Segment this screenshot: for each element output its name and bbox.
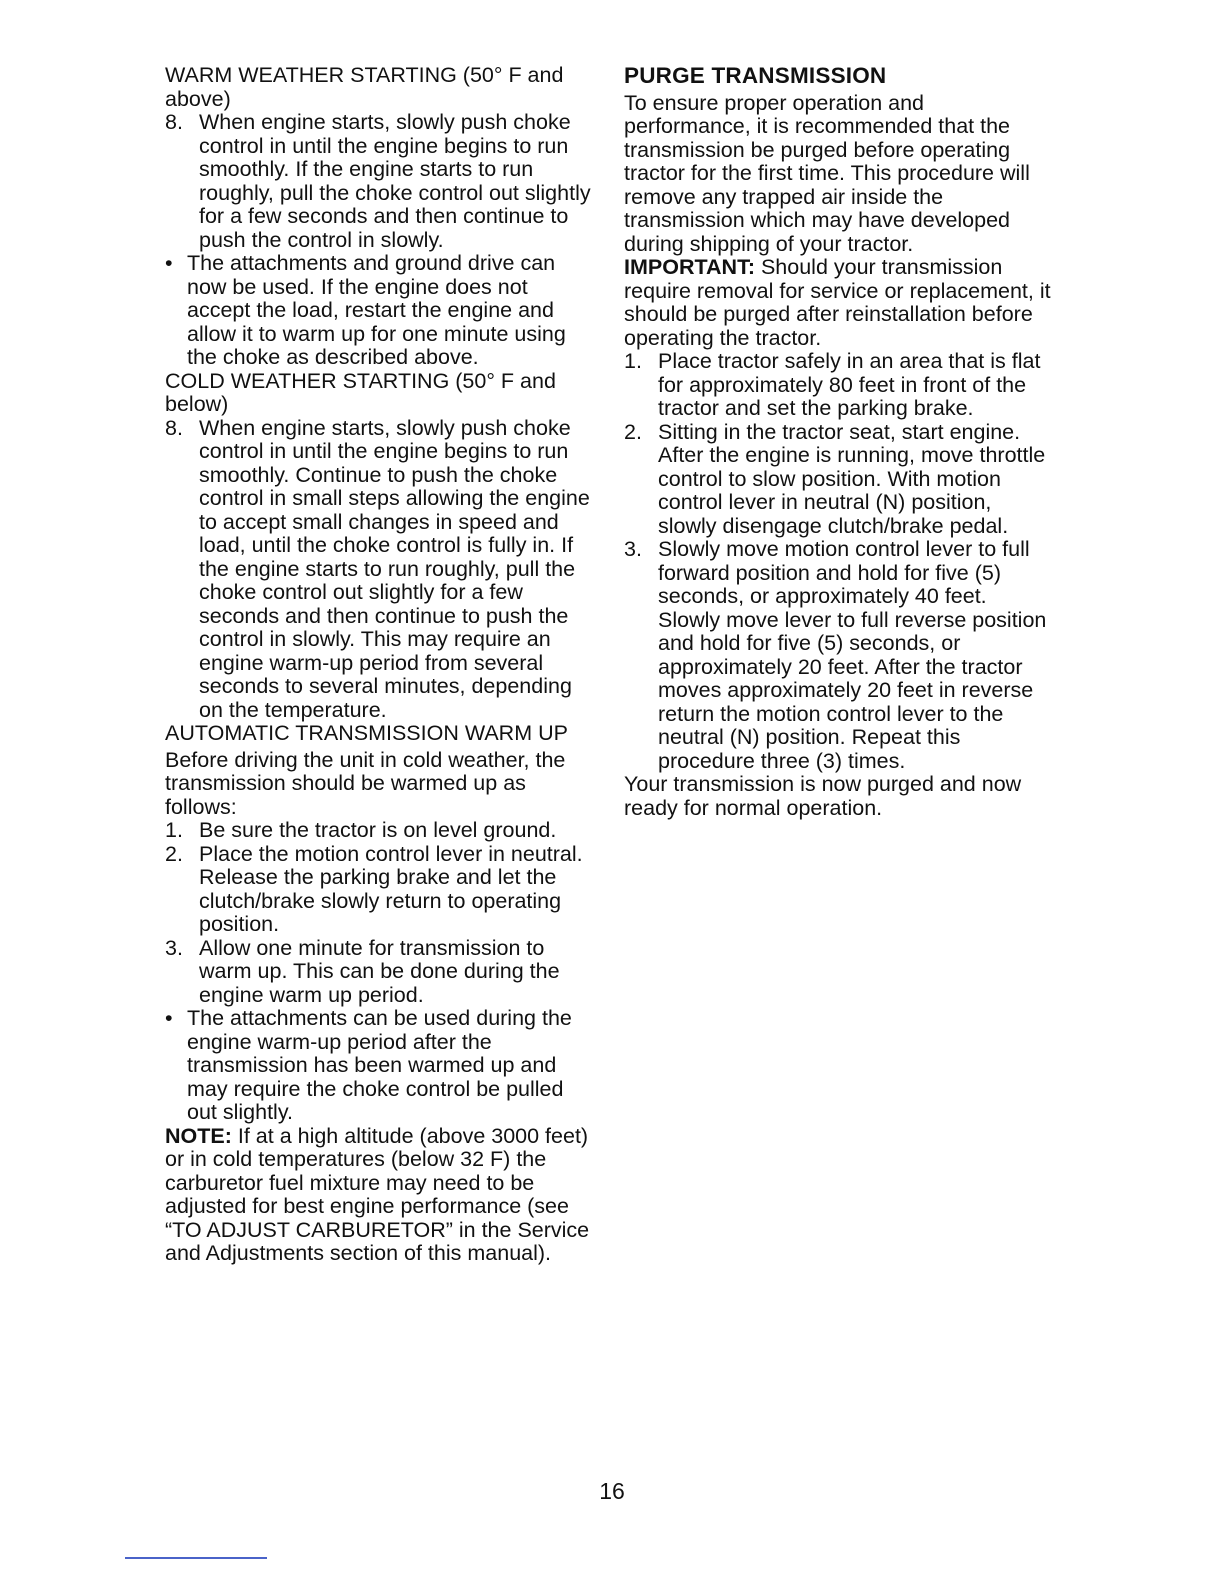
- purge-transmission-heading: PURGE TRANSMISSION: [624, 63, 887, 88]
- warm-weather-heading: WARM WEATHER STARTING (50° F and above): [165, 63, 564, 111]
- bullet-glyph: •: [165, 251, 173, 275]
- auto-step-3: [165, 937, 595, 1008]
- bullet-glyph: •: [165, 1006, 173, 1030]
- purge-intro: To ensure proper operation and performance, it is recommended that the transmission be purged before operating tractor for the first time. This procedure will remove any trapped air inside the transmission which may have developed during shipping of your tractor.: [624, 90, 1030, 256]
- note-label: NOTE:: [165, 1123, 232, 1148]
- left-column: [165, 64, 595, 1266]
- important-label: IMPORTANT:: [624, 255, 755, 279]
- cold-step-8: [165, 417, 595, 723]
- auto-bullet: [165, 1007, 595, 1125]
- purge-closing: Your transmission is now purged and now ready for normal operation.: [624, 772, 1022, 820]
- purge-step-2: [624, 421, 1054, 539]
- step-text: When engine starts, slowly push choke control in until the engine begins to run smoothly. Continue to push the choke control in small steps allowing the engine to accept small changes in speed and load, until the choke control is fully in. If the engine starts to run roughly, pull the choke control out slightly for a few seconds and then continue to push the control in slowly. This may require an engine warm-up period from several seconds to several minutes, depending on the temperature.: [199, 415, 590, 722]
- bullet-text: The attachments can be used during the engine warm-up period after the transmission has been warmed up and may require the choke control be pulled out slightly.: [187, 1006, 572, 1124]
- step-number: 3.: [165, 935, 183, 960]
- page-number: 16: [599, 1478, 625, 1504]
- auto-step-1: [165, 819, 595, 843]
- step-number: 8.: [165, 110, 183, 134]
- step-text: When engine starts, slowly push choke control in until the engine begins to run smoothly. If the engine starts to run roughly, pull the choke control out slightly for a few seconds and then continue to push the control in slowly.: [199, 110, 591, 252]
- step-text: Place tractor safely in an area that is flat for approximately 80 feet in front of the tractor and set the parking brake.: [658, 349, 1041, 420]
- step-number: 3.: [624, 537, 642, 561]
- right-column: [624, 64, 1054, 820]
- step-number: 1.: [624, 349, 642, 373]
- step-text: Allow one minute for transmission to warm up. This can be done during the engine warm up period.: [199, 935, 560, 1007]
- purge-step-1: [624, 350, 1054, 421]
- auto-step-2: [165, 843, 595, 937]
- purge-step-3: [624, 538, 1054, 773]
- auto-transmission-intro: Before driving the unit in cold weather, the transmission should be warmed up as follows:: [165, 747, 566, 819]
- cold-weather-heading: COLD WEATHER STARTING (50° F and below): [165, 368, 556, 416]
- step-number: 8.: [165, 415, 183, 440]
- step-text: Place the motion control lever in neutral. Release the parking brake and let the clutch/brake slowly return to operating position.: [199, 841, 583, 936]
- step-text: Be sure the tractor is on level ground.: [199, 818, 557, 842]
- auto-transmission-heading: AUTOMATIC TRANSMISSION WARM UP: [165, 721, 568, 745]
- warm-step-8: [165, 111, 595, 252]
- step-number: 2.: [165, 841, 183, 866]
- step-text: Sitting in the tractor seat, start engine. After the engine is running, move throttle control to slow position. With motion control lever in neutral (N) position, slowly disengage clutch/brake pedal.: [658, 419, 1046, 538]
- bottom-divider: [125, 1557, 267, 1559]
- bullet-text: The attachments and ground drive can now be used. If the engine does not accept the load, restart the engine and allow it to warm up for one minute using the choke as described above.: [187, 251, 566, 369]
- important-paragraph: [624, 256, 1054, 350]
- important-text: Should your transmission require removal for service or replacement, it should be purged after reinstallation before operating the tractor.: [624, 255, 1051, 350]
- note-text: If at a high altitude (above 3000 feet) or in cold temperatures (below 32 F) the carburetor fuel mixture may need to be adjusted for best engine performance (see “TO ADJUST CARBURETOR” in the Service and Adjustments section of this manual).: [165, 1123, 590, 1265]
- step-text: Slowly move motion control lever to full forward position and hold for five (5) seconds, or approximately 40 feet. Slowly move lever to full reverse position and hold for five (5) seconds, or approximately 20 feet. After the tractor moves approximately 20 feet in reverse return the motion control lever to the neutral (N) position. Repeat this procedure three (3) times.: [658, 537, 1047, 773]
- step-number: 2.: [624, 419, 642, 444]
- warm-bullet: [165, 252, 595, 370]
- note-paragraph: [165, 1125, 595, 1266]
- step-number: 1.: [165, 818, 183, 842]
